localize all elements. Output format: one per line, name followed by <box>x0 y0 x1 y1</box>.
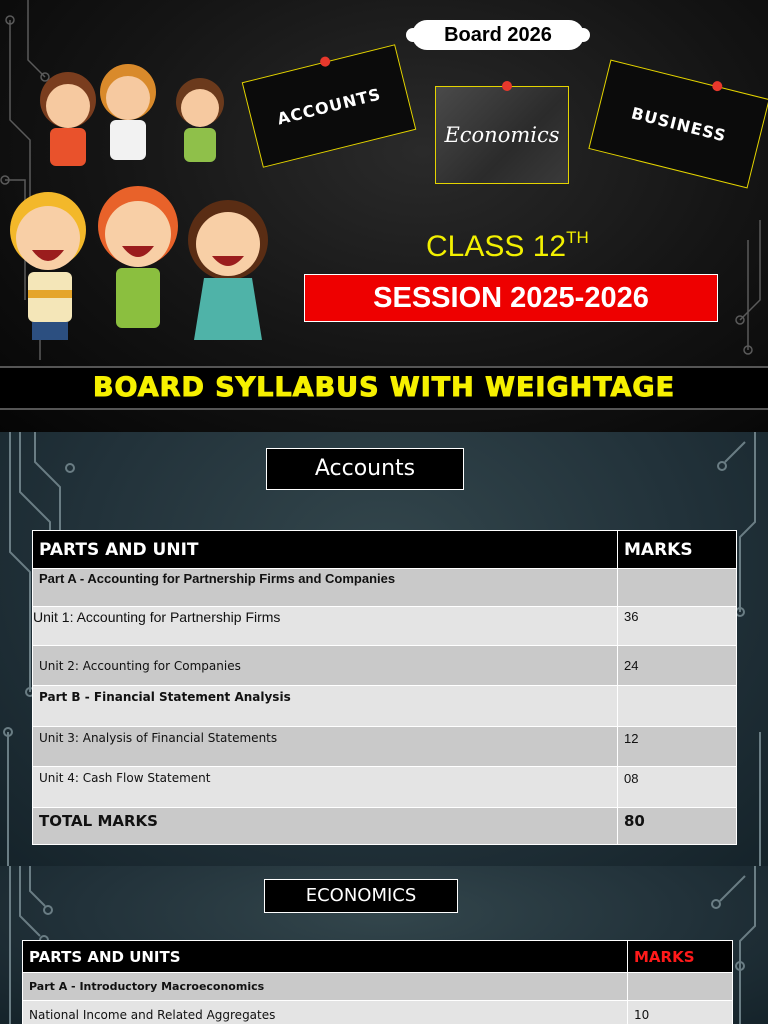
column-header-unit: PARTS AND UNIT <box>33 531 618 569</box>
accounts-title: Accounts <box>266 448 464 490</box>
pushpin-icon <box>502 81 512 91</box>
economics-slide <box>0 866 768 1024</box>
total-marks-cell: 80 <box>618 808 737 845</box>
unit-cell: Part A - Introductory Macroeconomics <box>23 973 628 1001</box>
table-row <box>33 727 737 767</box>
session-label: SESSION 2025-2026 <box>304 274 718 322</box>
unit-cell: Part B - Financial Statement Analysis <box>33 686 618 727</box>
syllabus-banner-text: BOARD SYLLABUS WITH WEIGHTAGE <box>92 372 676 403</box>
table-row <box>23 973 733 1001</box>
unit-cell: National Income and Related Aggregates <box>23 1001 628 1024</box>
economics-card <box>435 86 569 184</box>
marks-cell <box>618 686 737 727</box>
board-year-label: Board 2026 <box>412 20 584 50</box>
column-header-marks: MARKS <box>618 531 737 569</box>
column-header-unit: PARTS AND UNITS <box>23 941 628 973</box>
total-label-cell: TOTAL MARKS <box>33 808 618 845</box>
table-row <box>33 686 737 727</box>
total-row <box>33 808 737 845</box>
unit-cell: Unit 3: Analysis of Financial Statements <box>33 727 618 767</box>
marks-cell: 10 <box>628 1001 733 1024</box>
economics-weightage-table <box>22 940 733 1024</box>
table-header-row <box>23 941 733 973</box>
table-row <box>33 767 737 808</box>
unit-cell: Unit 4: Cash Flow Statement <box>33 767 618 808</box>
class-label-text: CLASS 12 <box>426 230 567 263</box>
economics-title: ECONOMICS <box>264 879 458 913</box>
table-row <box>23 1001 733 1024</box>
business-card-label: BUSINESS <box>629 103 729 145</box>
children-illustration <box>0 40 290 360</box>
marks-cell <box>618 569 737 607</box>
syllabus-banner <box>0 366 768 410</box>
unit-cell: Unit 2: Accounting for Companies <box>33 646 618 686</box>
accounts-slide <box>0 432 768 866</box>
economics-card-label: Economics <box>444 123 560 147</box>
marks-cell: 36 <box>618 607 737 646</box>
marks-cell: 08 <box>618 767 737 808</box>
class-label-suffix: TH <box>566 228 589 247</box>
unit-cell: Unit 1: Accounting for Partnership Firms <box>33 607 618 646</box>
table-row <box>33 569 737 607</box>
unit-cell: Part A - Accounting for Partnership Firms and Companies <box>33 569 618 607</box>
marks-cell: 24 <box>618 646 737 686</box>
table-header-row <box>33 531 737 569</box>
title-slide <box>0 0 768 432</box>
marks-cell: 12 <box>618 727 737 767</box>
marks-cell <box>628 973 733 1001</box>
class-label <box>426 228 589 264</box>
accounts-weightage-table <box>32 530 737 845</box>
table-row <box>33 646 737 686</box>
accounts-card-label: ACCOUNTS <box>275 83 383 129</box>
table-row <box>33 607 737 646</box>
column-header-marks: MARKS <box>628 941 733 973</box>
